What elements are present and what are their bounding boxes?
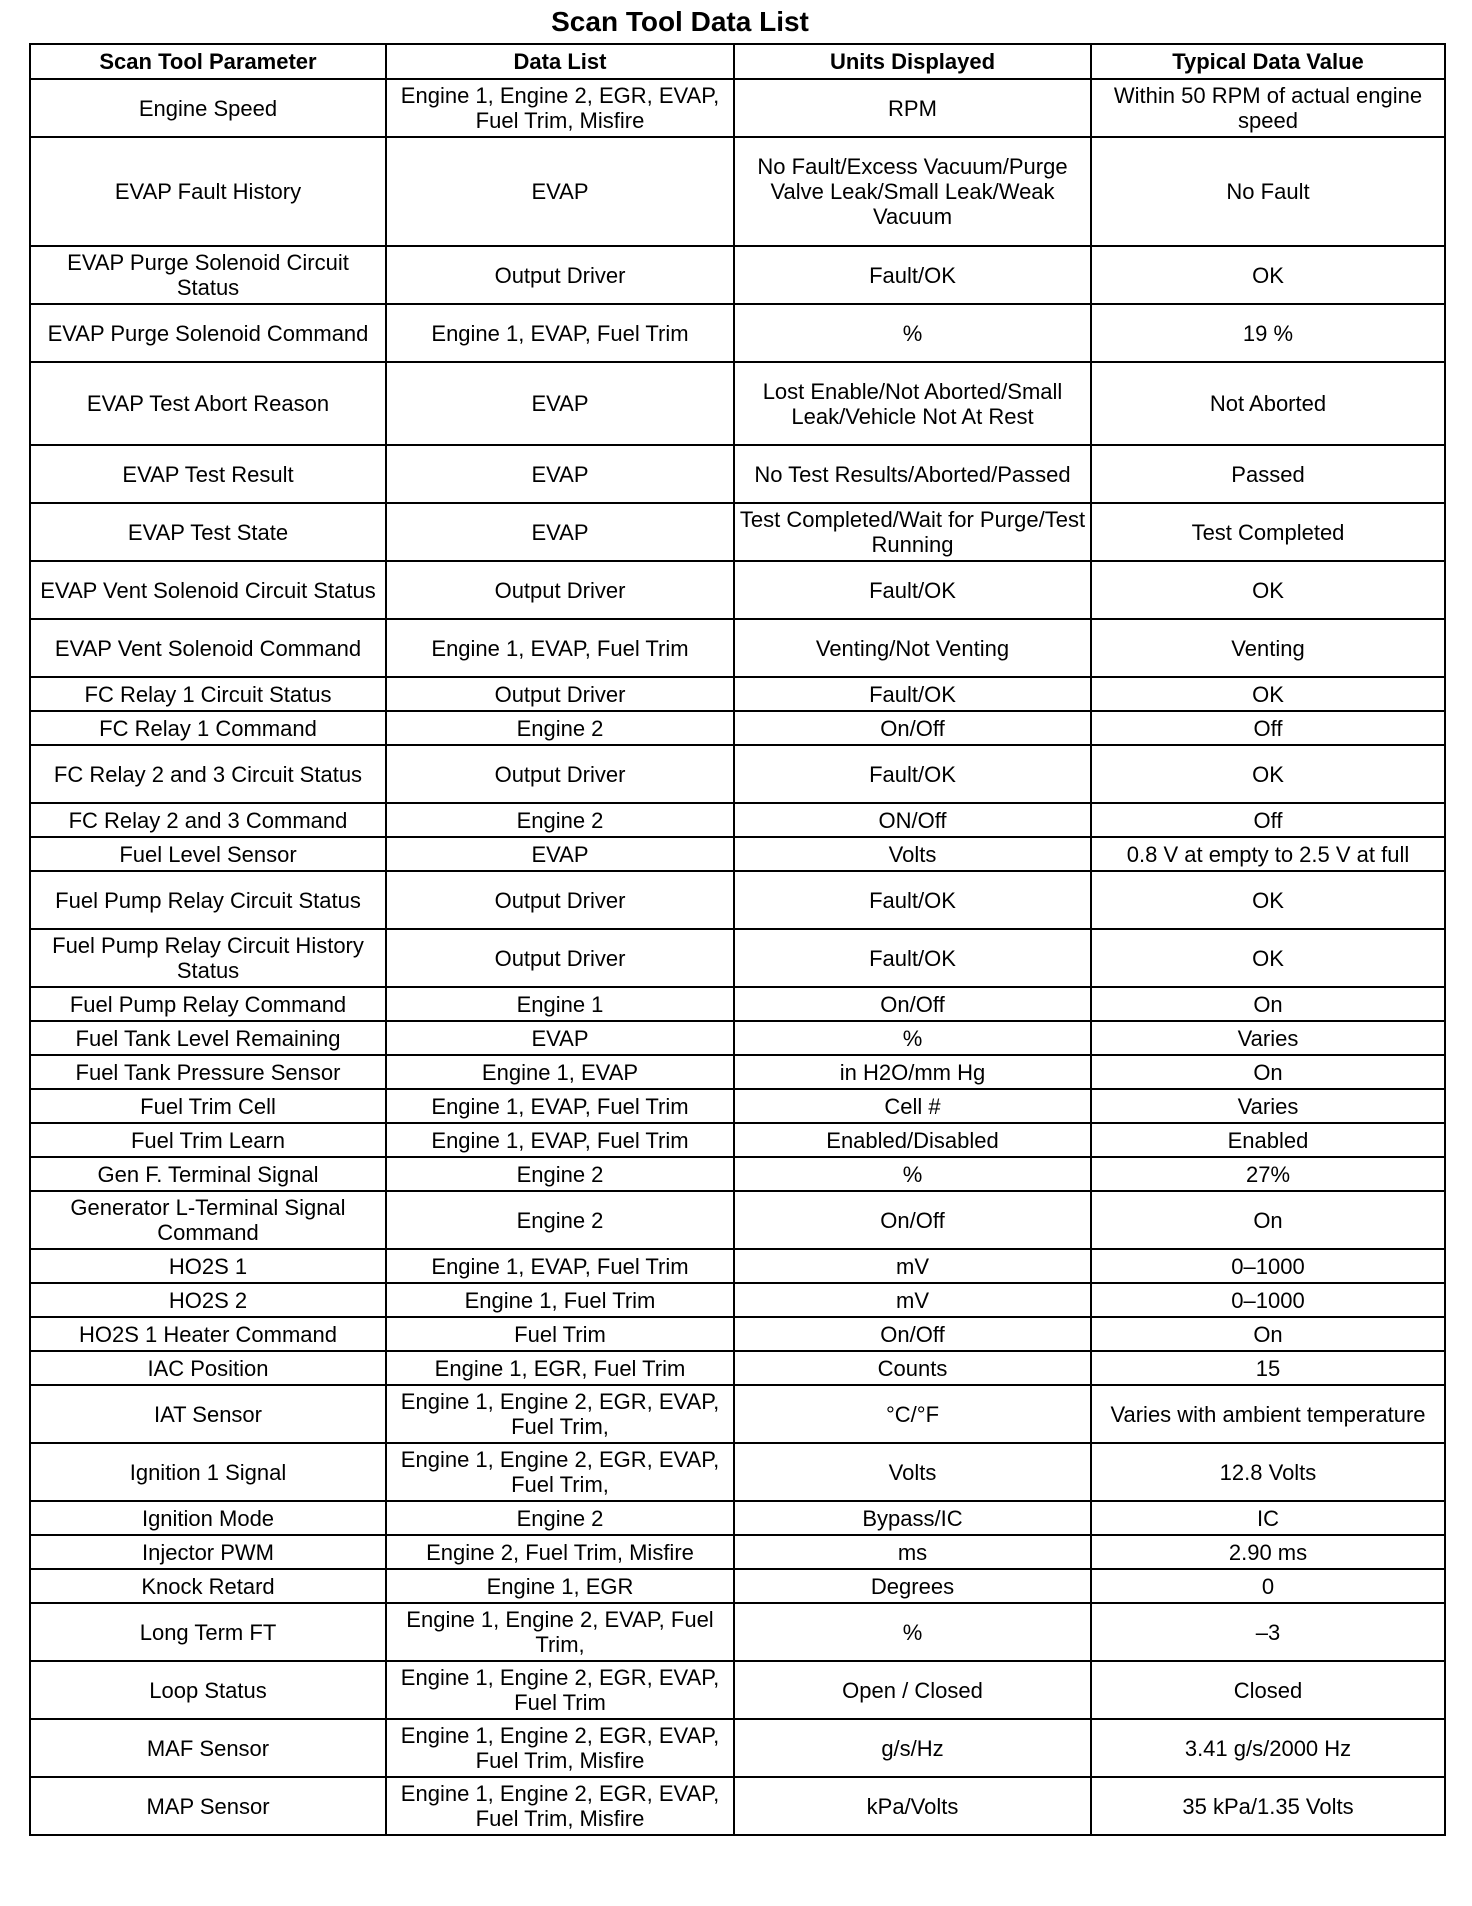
table-row — [30, 711, 1445, 745]
cell-parameter: Fuel Pump Relay Circuit Status — [30, 871, 386, 929]
cell-typical-value: OK — [1091, 677, 1445, 711]
cell-typical-value: Varies — [1091, 1021, 1445, 1055]
cell-data-list: Engine 2, Fuel Trim, Misfire — [386, 1535, 734, 1569]
table-row — [30, 929, 1445, 987]
table-row — [30, 1777, 1445, 1835]
cell-parameter: Fuel Trim Learn — [30, 1123, 386, 1157]
cell-typical-value: 3.41 g/s/2000 Hz — [1091, 1719, 1445, 1777]
cell-units: Degrees — [734, 1569, 1091, 1603]
table-row — [30, 837, 1445, 871]
cell-data-list: Engine 2 — [386, 1501, 734, 1535]
cell-data-list: Engine 1 — [386, 987, 734, 1021]
cell-typical-value: Varies — [1091, 1089, 1445, 1123]
cell-data-list: Engine 1, Engine 2, EVAP, Fuel Trim, — [386, 1603, 734, 1661]
cell-typical-value: Off — [1091, 711, 1445, 745]
cell-units: Bypass/IC — [734, 1501, 1091, 1535]
cell-parameter: EVAP Test State — [30, 503, 386, 561]
cell-data-list: Engine 1, Engine 2, EGR, EVAP, Fuel Trim, Misfire — [386, 1719, 734, 1777]
cell-typical-value: 0–1000 — [1091, 1249, 1445, 1283]
header-typical-data-value: Typical Data Value — [1091, 44, 1445, 79]
cell-data-list: Engine 1, Engine 2, EGR, EVAP, Fuel Trim, Misfire — [386, 79, 734, 137]
cell-data-list: Output Driver — [386, 677, 734, 711]
cell-typical-value: Test Completed — [1091, 503, 1445, 561]
table-row — [30, 79, 1445, 137]
cell-units: in H2O/mm Hg — [734, 1055, 1091, 1089]
cell-units: Venting/Not Venting — [734, 619, 1091, 677]
cell-data-list: Engine 1, Engine 2, EGR, EVAP, Fuel Trim, — [386, 1443, 734, 1501]
table-row — [30, 304, 1445, 362]
cell-typical-value: Passed — [1091, 445, 1445, 503]
table-row — [30, 1021, 1445, 1055]
cell-parameter: HO2S 1 Heater Command — [30, 1317, 386, 1351]
cell-typical-value: 19 % — [1091, 304, 1445, 362]
table-row — [30, 871, 1445, 929]
cell-parameter: MAF Sensor — [30, 1719, 386, 1777]
table-row — [30, 1123, 1445, 1157]
table-row — [30, 1283, 1445, 1317]
cell-typical-value: Not Aborted — [1091, 362, 1445, 445]
cell-typical-value: On — [1091, 1317, 1445, 1351]
table-row — [30, 445, 1445, 503]
cell-units: On/Off — [734, 1317, 1091, 1351]
cell-parameter: Generator L-Terminal Signal Command — [30, 1191, 386, 1249]
cell-typical-value: OK — [1091, 246, 1445, 304]
cell-parameter: EVAP Fault History — [30, 137, 386, 246]
cell-parameter: Fuel Pump Relay Command — [30, 987, 386, 1021]
cell-data-list: EVAP — [386, 837, 734, 871]
cell-data-list: EVAP — [386, 1021, 734, 1055]
cell-data-list: Output Driver — [386, 929, 734, 987]
cell-units: Fault/OK — [734, 561, 1091, 619]
cell-units: % — [734, 1021, 1091, 1055]
cell-units: Fault/OK — [734, 677, 1091, 711]
table-row — [30, 745, 1445, 803]
table-header — [30, 44, 1445, 79]
cell-typical-value: Enabled — [1091, 1123, 1445, 1157]
cell-parameter: EVAP Test Result — [30, 445, 386, 503]
cell-data-list: Output Driver — [386, 246, 734, 304]
cell-data-list: Engine 1, EVAP, Fuel Trim — [386, 1089, 734, 1123]
cell-typical-value: 0 — [1091, 1569, 1445, 1603]
cell-units: Open / Closed — [734, 1661, 1091, 1719]
table-row — [30, 803, 1445, 837]
cell-data-list: Output Driver — [386, 745, 734, 803]
table-row — [30, 1501, 1445, 1535]
table-row — [30, 1443, 1445, 1501]
cell-data-list: Output Driver — [386, 561, 734, 619]
cell-parameter: IAC Position — [30, 1351, 386, 1385]
table-row — [30, 561, 1445, 619]
cell-units: Volts — [734, 837, 1091, 871]
cell-units: On/Off — [734, 711, 1091, 745]
cell-parameter: IAT Sensor — [30, 1385, 386, 1443]
cell-parameter: Injector PWM — [30, 1535, 386, 1569]
cell-parameter: EVAP Test Abort Reason — [30, 362, 386, 445]
table-row — [30, 1385, 1445, 1443]
cell-parameter: Ignition 1 Signal — [30, 1443, 386, 1501]
table-row — [30, 137, 1445, 246]
cell-typical-value: No Fault — [1091, 137, 1445, 246]
cell-typical-value: 15 — [1091, 1351, 1445, 1385]
table-row — [30, 677, 1445, 711]
cell-typical-value: OK — [1091, 745, 1445, 803]
cell-parameter: Engine Speed — [30, 79, 386, 137]
cell-data-list: EVAP — [386, 362, 734, 445]
cell-units: Counts — [734, 1351, 1091, 1385]
cell-typical-value: 0–1000 — [1091, 1283, 1445, 1317]
cell-parameter: Loop Status — [30, 1661, 386, 1719]
cell-units: Fault/OK — [734, 871, 1091, 929]
cell-parameter: Gen F. Terminal Signal — [30, 1157, 386, 1191]
cell-data-list: Engine 2 — [386, 803, 734, 837]
cell-data-list: Engine 2 — [386, 1157, 734, 1191]
cell-typical-value: IC — [1091, 1501, 1445, 1535]
cell-typical-value: On — [1091, 1055, 1445, 1089]
cell-data-list: Engine 1, Fuel Trim — [386, 1283, 734, 1317]
cell-parameter: Fuel Tank Pressure Sensor — [30, 1055, 386, 1089]
table-row — [30, 619, 1445, 677]
cell-typical-value: Off — [1091, 803, 1445, 837]
table-row — [30, 987, 1445, 1021]
cell-units: °C/°F — [734, 1385, 1091, 1443]
cell-parameter: EVAP Vent Solenoid Command — [30, 619, 386, 677]
table-row — [30, 1191, 1445, 1249]
cell-typical-value: 35 kPa/1.35 Volts — [1091, 1777, 1445, 1835]
cell-data-list: Engine 1, EVAP, Fuel Trim — [386, 1249, 734, 1283]
cell-data-list: EVAP — [386, 503, 734, 561]
cell-data-list: Engine 1, EVAP, Fuel Trim — [386, 1123, 734, 1157]
cell-parameter: Fuel Level Sensor — [30, 837, 386, 871]
cell-data-list: Engine 1, Engine 2, EGR, EVAP, Fuel Trim — [386, 1661, 734, 1719]
cell-typical-value: On — [1091, 987, 1445, 1021]
table-row — [30, 1661, 1445, 1719]
cell-parameter: FC Relay 1 Command — [30, 711, 386, 745]
cell-data-list: Engine 1, EGR, Fuel Trim — [386, 1351, 734, 1385]
cell-parameter: FC Relay 2 and 3 Command — [30, 803, 386, 837]
cell-units: Volts — [734, 1443, 1091, 1501]
table-row — [30, 1569, 1445, 1603]
cell-typical-value: Closed — [1091, 1661, 1445, 1719]
cell-units: % — [734, 304, 1091, 362]
cell-parameter: Knock Retard — [30, 1569, 386, 1603]
cell-parameter: Fuel Tank Level Remaining — [30, 1021, 386, 1055]
cell-typical-value: 0.8 V at empty to 2.5 V at full — [1091, 837, 1445, 871]
cell-units: mV — [734, 1283, 1091, 1317]
table-row — [30, 1351, 1445, 1385]
cell-parameter: HO2S 1 — [30, 1249, 386, 1283]
table-row — [30, 246, 1445, 304]
cell-units: Fault/OK — [734, 745, 1091, 803]
scan-tool-data-table — [29, 43, 1446, 1836]
table-row — [30, 1719, 1445, 1777]
cell-data-list: Output Driver — [386, 871, 734, 929]
cell-typical-value: OK — [1091, 561, 1445, 619]
cell-data-list: Engine 1, Engine 2, EGR, EVAP, Fuel Trim, Misfire — [386, 1777, 734, 1835]
cell-parameter: HO2S 2 — [30, 1283, 386, 1317]
page-title: Scan Tool Data List — [551, 6, 809, 37]
cell-data-list: Engine 1, Engine 2, EGR, EVAP, Fuel Trim, — [386, 1385, 734, 1443]
cell-typical-value: Venting — [1091, 619, 1445, 677]
cell-parameter: MAP Sensor — [30, 1777, 386, 1835]
cell-typical-value: –3 — [1091, 1603, 1445, 1661]
cell-typical-value: On — [1091, 1191, 1445, 1249]
cell-units: On/Off — [734, 987, 1091, 1021]
cell-data-list: Engine 1, EGR — [386, 1569, 734, 1603]
cell-data-list: Fuel Trim — [386, 1317, 734, 1351]
cell-units: % — [734, 1603, 1091, 1661]
cell-typical-value: OK — [1091, 871, 1445, 929]
cell-data-list: Engine 1, EVAP — [386, 1055, 734, 1089]
table-row — [30, 1603, 1445, 1661]
table-row — [30, 503, 1445, 561]
cell-data-list: Engine 2 — [386, 711, 734, 745]
cell-units: kPa/Volts — [734, 1777, 1091, 1835]
cell-parameter: EVAP Purge Solenoid Command — [30, 304, 386, 362]
cell-typical-value: Varies with ambient temperature — [1091, 1385, 1445, 1443]
cell-parameter: Fuel Pump Relay Circuit History Status — [30, 929, 386, 987]
cell-units: Fault/OK — [734, 929, 1091, 987]
cell-units: Lost Enable/Not Aborted/Small Leak/Vehicle Not At Rest — [734, 362, 1091, 445]
cell-units: On/Off — [734, 1191, 1091, 1249]
cell-units: Fault/OK — [734, 246, 1091, 304]
table-row — [30, 362, 1445, 445]
cell-typical-value: OK — [1091, 929, 1445, 987]
cell-parameter: EVAP Purge Solenoid Circuit Status — [30, 246, 386, 304]
header-scan-tool-parameter: Scan Tool Parameter — [30, 44, 386, 79]
table-row — [30, 1535, 1445, 1569]
cell-typical-value: 27% — [1091, 1157, 1445, 1191]
table-body — [30, 79, 1445, 1835]
cell-parameter: FC Relay 1 Circuit Status — [30, 677, 386, 711]
cell-units: No Fault/Excess Vacuum/Purge Valve Leak/Small Leak/Weak Vacuum — [734, 137, 1091, 246]
cell-units: % — [734, 1157, 1091, 1191]
cell-units: Test Completed/Wait for Purge/Test Running — [734, 503, 1091, 561]
cell-units: Cell # — [734, 1089, 1091, 1123]
cell-units: Enabled/Disabled — [734, 1123, 1091, 1157]
table-row — [30, 1089, 1445, 1123]
cell-typical-value: 2.90 ms — [1091, 1535, 1445, 1569]
header-data-list: Data List — [386, 44, 734, 79]
cell-data-list: EVAP — [386, 445, 734, 503]
cell-units: No Test Results/Aborted/Passed — [734, 445, 1091, 503]
header-units-displayed: Units Displayed — [734, 44, 1091, 79]
cell-data-list: Engine 1, EVAP, Fuel Trim — [386, 304, 734, 362]
cell-data-list: EVAP — [386, 137, 734, 246]
cell-units: ms — [734, 1535, 1091, 1569]
cell-units: mV — [734, 1249, 1091, 1283]
table-row — [30, 1157, 1445, 1191]
cell-parameter: Fuel Trim Cell — [30, 1089, 386, 1123]
table-row — [30, 1055, 1445, 1089]
cell-parameter: FC Relay 2 and 3 Circuit Status — [30, 745, 386, 803]
cell-typical-value: 12.8 Volts — [1091, 1443, 1445, 1501]
cell-data-list: Engine 2 — [386, 1191, 734, 1249]
cell-data-list: Engine 1, EVAP, Fuel Trim — [386, 619, 734, 677]
cell-parameter: Ignition Mode — [30, 1501, 386, 1535]
cell-units: g/s/Hz — [734, 1719, 1091, 1777]
table-row — [30, 1249, 1445, 1283]
cell-units: RPM — [734, 79, 1091, 137]
cell-units: ON/Off — [734, 803, 1091, 837]
cell-typical-value: Within 50 RPM of actual engine speed — [1091, 79, 1445, 137]
cell-parameter: EVAP Vent Solenoid Circuit Status — [30, 561, 386, 619]
header-row — [30, 44, 1445, 79]
cell-parameter: Long Term FT — [30, 1603, 386, 1661]
table-row — [30, 1317, 1445, 1351]
